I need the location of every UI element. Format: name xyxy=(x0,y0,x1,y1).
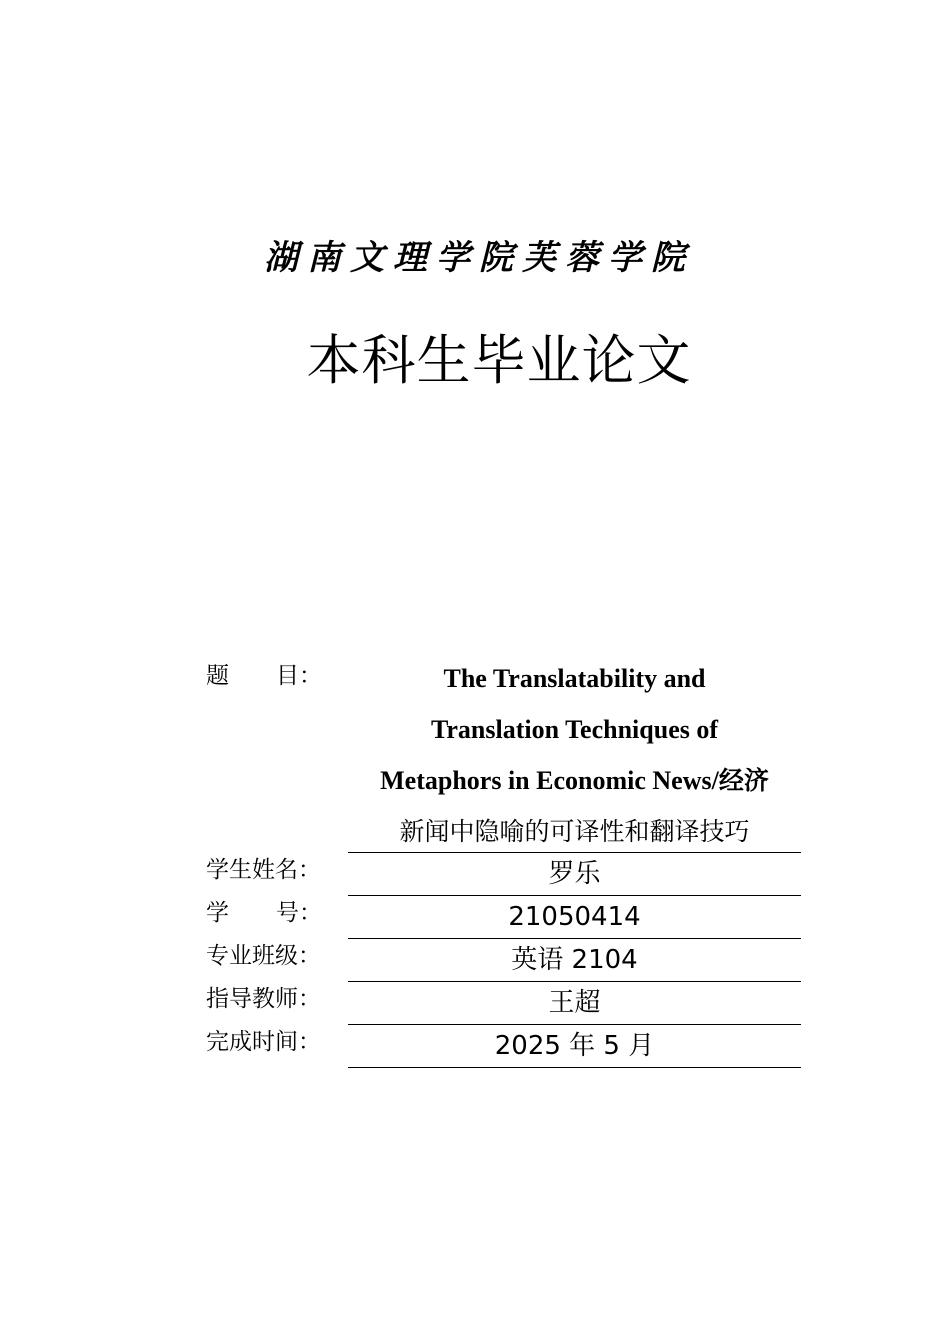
student-id-label-char-2: 号： xyxy=(276,900,322,926)
advisor-value: 王超 xyxy=(548,988,601,1018)
major-class-value: 英语 2104 xyxy=(511,945,638,975)
student-id-value: 21050414 xyxy=(508,902,641,932)
title-label-char-1: 题 xyxy=(206,663,229,689)
completion-date-label: 完成时间： xyxy=(206,1029,321,1055)
thesis-title-line-3 xyxy=(348,755,801,806)
thesis-title xyxy=(348,653,801,857)
divider-rule xyxy=(348,1067,801,1068)
student-name-value: 罗乐 xyxy=(548,859,601,889)
thesis-title-line-1: The Translatability and xyxy=(443,664,706,693)
major-class-label: 专业班级： xyxy=(206,943,321,969)
thesis-title-line-3-cn: 经济 xyxy=(718,766,769,795)
thesis-title-line-3-en: Metaphors in Economic News/ xyxy=(380,766,719,795)
title-label-char-2: 目： xyxy=(276,663,322,689)
document-type-heading: 本科生毕业论文 xyxy=(306,329,692,392)
thesis-title-line-4: 新闻中隐喻的可译性和翻译技巧 xyxy=(399,817,750,846)
completion-date-value: 2025 年 5 月 xyxy=(494,1031,655,1061)
college-name: 湖南文理学院芙蓉学院 xyxy=(264,238,694,278)
student-id-label xyxy=(206,898,336,928)
student-name-label: 学生姓名： xyxy=(206,857,321,883)
title-label xyxy=(206,661,336,691)
advisor-label: 指导教师： xyxy=(206,986,321,1012)
student-id-label-char-1: 学 xyxy=(206,900,229,926)
thesis-title-line-2: Translation Techniques of xyxy=(430,715,719,744)
